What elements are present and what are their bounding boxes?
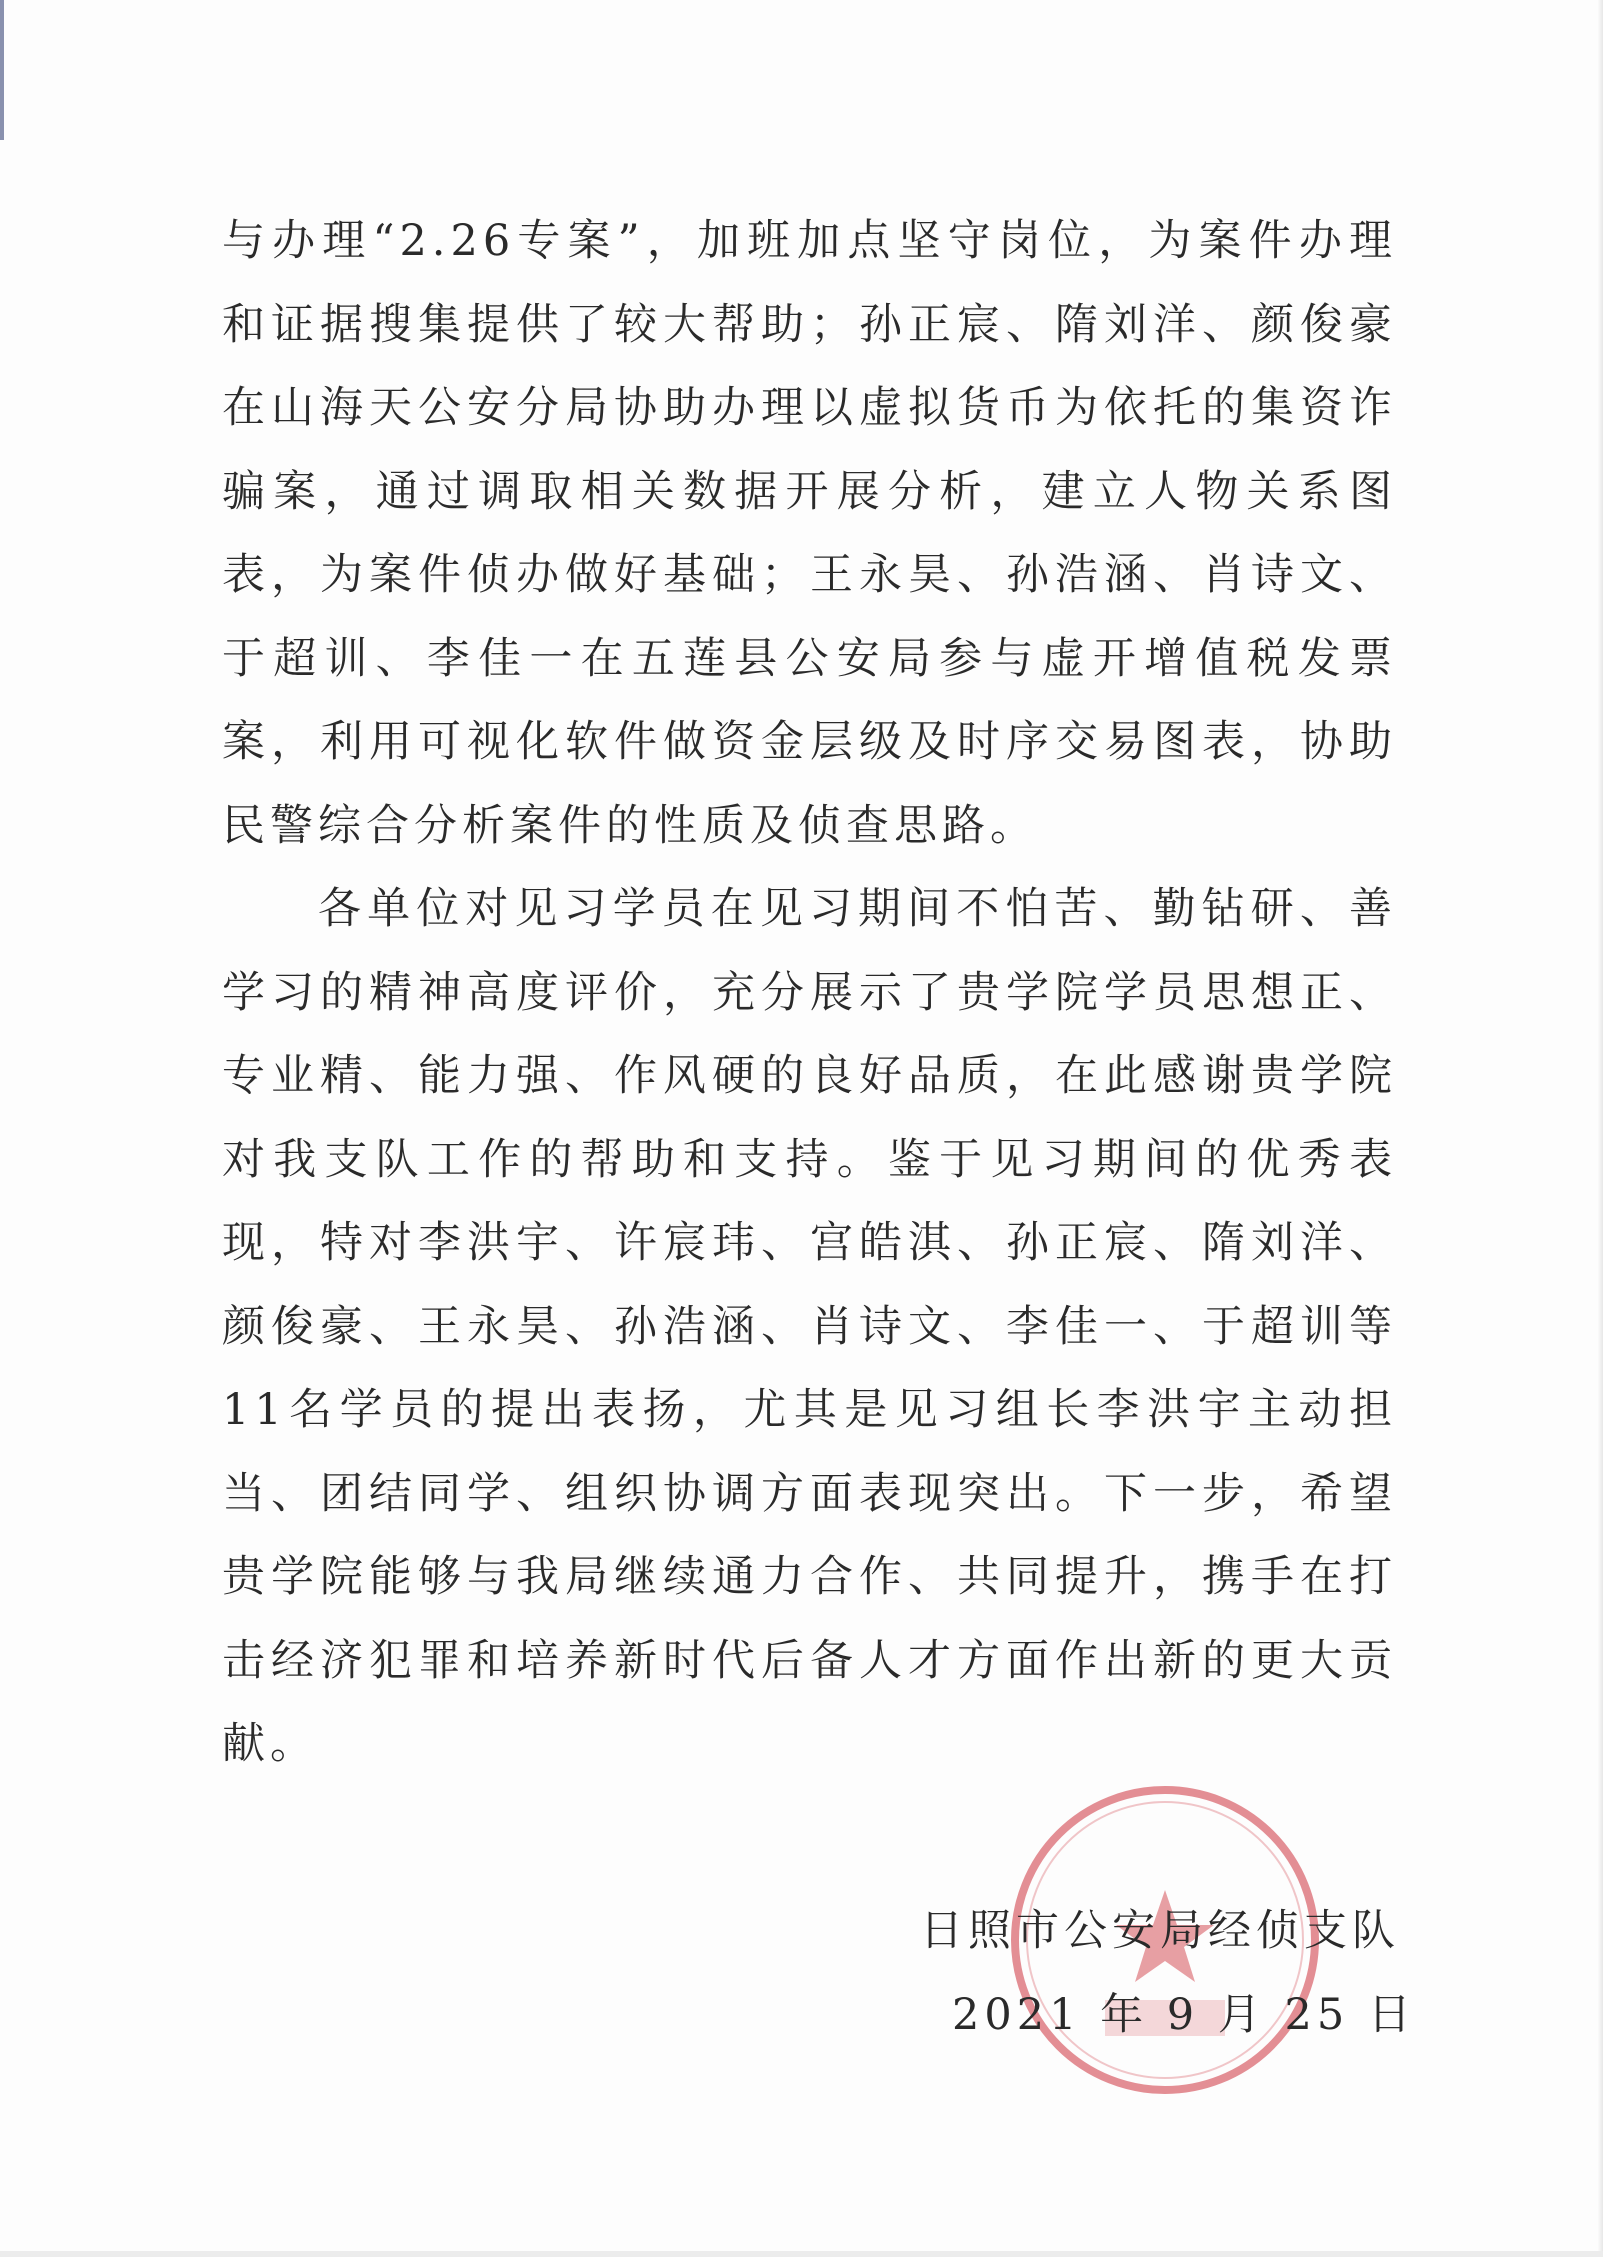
scan-shadow-right (1597, 0, 1603, 2257)
signature-date: 2021 年 9 月 25 日 (952, 1990, 1416, 2040)
signature-organization: 日照市公安局经侦支队 (920, 1906, 1400, 1956)
letter-body (222, 200, 1397, 1787)
scan-shadow-bottom (0, 2251, 1603, 2257)
paragraph-continuation: 与办理“2.26专案”，加班加点坚守岗位，为案件办理和证据搜集提供了较大帮助；孙正宸、隋刘洋、颜俊豪在山海天公安分局协助办理以虚拟货币为依托的集资诈骗案，通过调取相关数据开展分析，建立人物关系图表，为案件侦办做好基础；王永昊、孙浩涵、肖诗文、于超训、李佳一在五莲县公安局参与虚开增值税发票案，利用可视化软件做资金层级及时序交易图表，协助民警综合分析案件的性质及侦查思路。 (222, 216, 1397, 851)
scan-edge-mark (0, 0, 4, 140)
paragraph-evaluation: 各单位对见习学员在见习期间不怕苦、勤钻研、善学习的精神高度评价，充分展示了贵学院学员思想正、专业精、能力强、作风硬的良好品质，在此感谢贵学院对我支队工作的帮助和支持。鉴于见习期间的优秀表现，特对李洪宇、许宸玮、宫皓淇、孙正宸、隋刘洋、颜俊豪、王永昊、孙浩涵、肖诗文、李佳一、于超训等11名学员的提出表扬，尤其是见习组长李洪宇主动担当、团结同学、组织协调方面表现突出。下一步，希望贵学院能够与我局继续通力合作、共同提升，携手在打击经济犯罪和培养新时代后备人才方面作出新的更大贡献。 (222, 884, 1397, 1769)
